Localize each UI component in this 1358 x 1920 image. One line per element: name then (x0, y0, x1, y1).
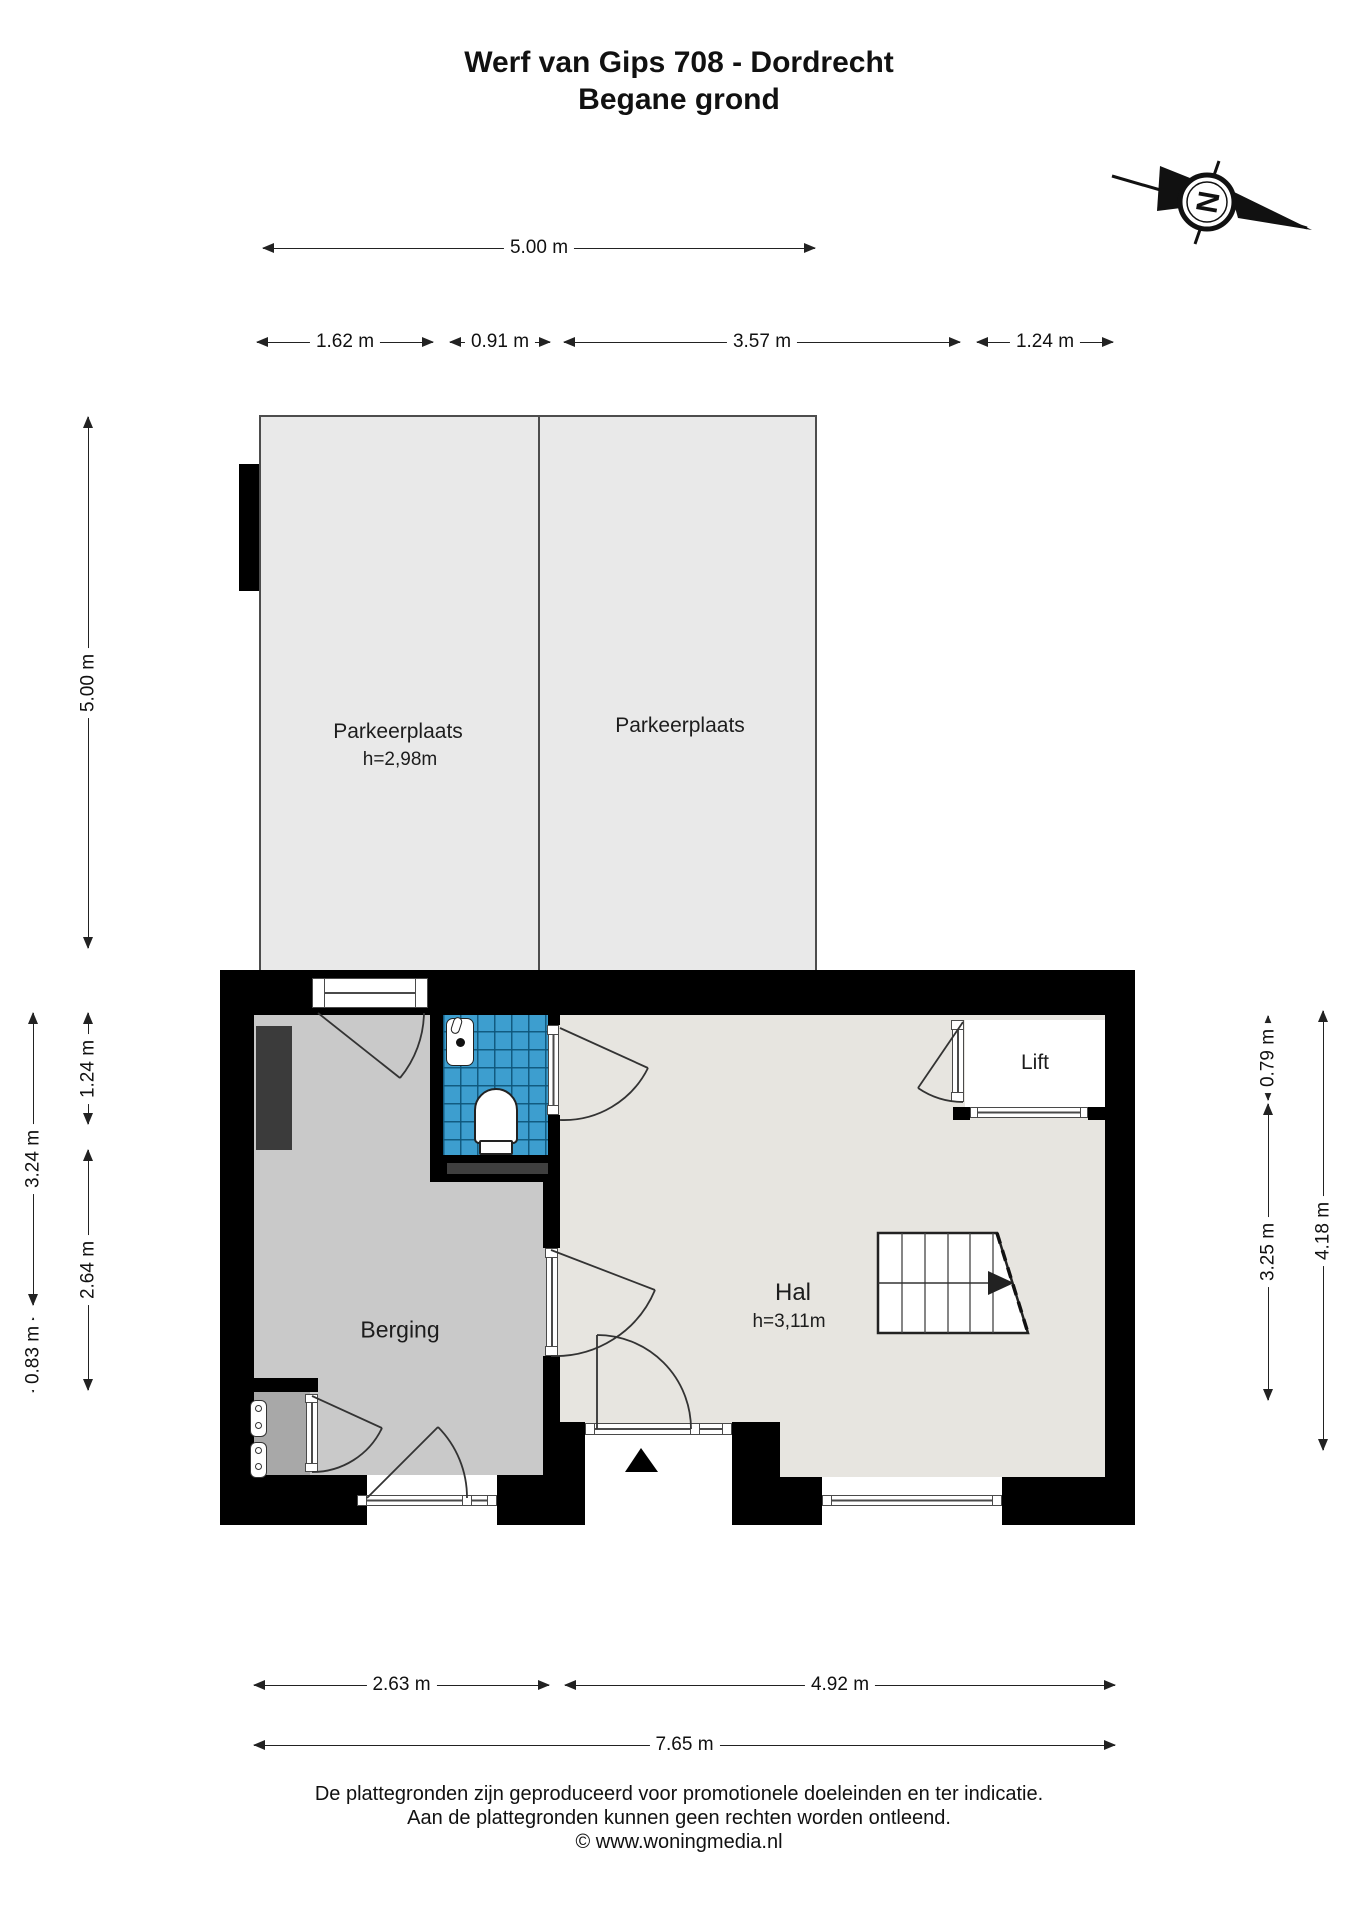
dim-right-325: 3.25 m (1268, 1104, 1269, 1400)
dim-left-124: 1.24 m (88, 1013, 89, 1124)
dim-right-079: 0.79 m (1268, 1016, 1269, 1100)
room-label-lift: Lift (1020, 1051, 1050, 1074)
dim-bottom-492: 4.92 m (565, 1685, 1115, 1686)
door-swing-lift-lobby (918, 1022, 963, 1102)
dim-top-5m: 5.00 m (263, 248, 815, 249)
door-swing-front-door (597, 1335, 691, 1429)
door-swing-berging-exterior (367, 1427, 467, 1498)
room-label-parking-right: Parkeerplaats (615, 714, 745, 737)
dim-bottom-765: 7.65 m (254, 1745, 1115, 1746)
compass-north-letter: N (1188, 188, 1226, 216)
room-label-berging: Berging (360, 1316, 440, 1343)
dim-bottom-263: 2.63 m (254, 1685, 549, 1686)
dim-top-357: 3.57 m (564, 342, 960, 343)
dim-left-083: 0.83 m (33, 1318, 34, 1392)
footer-disclaimer (0, 1782, 1358, 1854)
dim-top-124: 1.24 m (977, 342, 1113, 343)
dim-left-264: 2.64 m (88, 1150, 89, 1390)
door-swing-parking-berging (318, 1013, 424, 1078)
dim-left-5m: 5.00 m (88, 417, 89, 948)
plan-title-line1: Werf van Gips 708 - Dordrecht (464, 46, 894, 79)
footer-line3: © www.woningmedia.nl (575, 1831, 783, 1853)
stairs (878, 1233, 1028, 1333)
dim-left-324: 3.24 m (33, 1013, 34, 1305)
footer-line1: De plattegronden zijn geproduceerd voor promotionele doeleinden en ter indicatie. (314, 1783, 1044, 1805)
door-swing-meterkast (312, 1396, 382, 1472)
door-swing-berging-hal (551, 1250, 655, 1356)
room-label-parking-left: Parkeerplaats (333, 720, 463, 743)
dim-right-418: 4.18 m (1323, 1011, 1324, 1450)
room-label-hal: Hal (774, 1279, 812, 1306)
room-ceiling-hal: h=3,11m (752, 1311, 826, 1332)
door-swing-bathroom-hal (560, 1028, 648, 1120)
footer-line2: Aan de plattegronden kunnen geen rechten worden ontleend. (407, 1807, 951, 1829)
dim-top-162: 1.62 m (257, 342, 433, 343)
compass-rose (1112, 161, 1312, 244)
plan-title-line2: Begane grond (578, 83, 780, 116)
room-ceiling-parking-left: h=2,98m (362, 749, 438, 770)
entrance-arrow (625, 1448, 658, 1472)
dim-top-091: 0.91 m (450, 342, 550, 343)
